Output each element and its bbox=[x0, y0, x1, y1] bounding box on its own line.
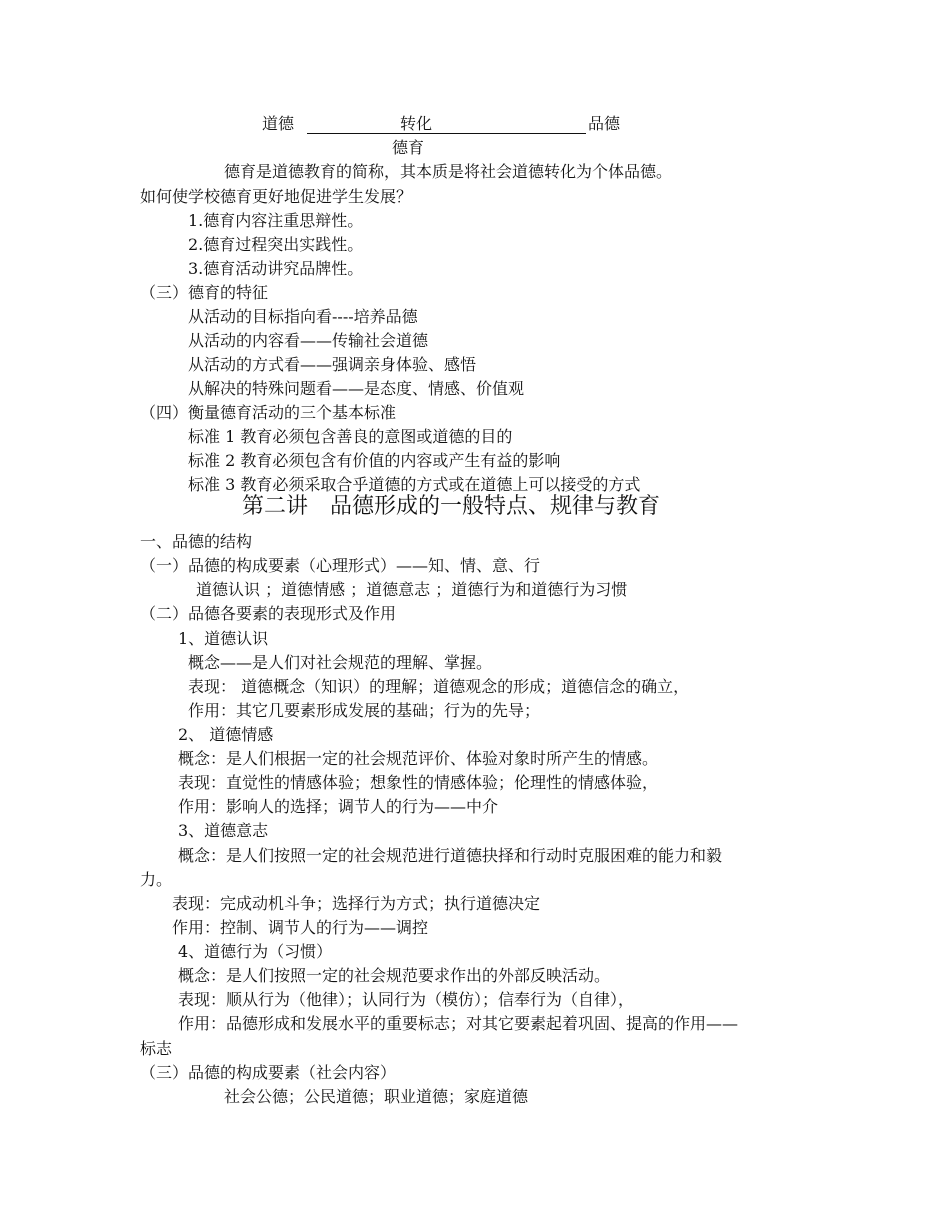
text-line: 作用：其它几要素形成发展的基础；行为的先导； bbox=[188, 701, 541, 720]
diagram-right-label: 品德 bbox=[588, 114, 621, 133]
text-line: 标准 2 教育必须包含有价值的内容或产生有益的影响 bbox=[188, 451, 561, 470]
section-heading: （三）品德的构成要素（社会内容） bbox=[140, 1063, 397, 1082]
text-line: 概念：是人们根据一定的社会规范评价、体验对象时所产生的情感。 bbox=[178, 749, 659, 768]
text-line: 标准 3 教育必须采取合乎道德的方式或在道德上可以接受的方式 bbox=[188, 475, 641, 494]
text-line: 道德认识 ；道德情感 ；道德意志 ；道德行为和道德行为习惯 bbox=[196, 580, 628, 599]
text-line: 概念：是人们按照一定的社会规范要求作出的外部反映活动。 bbox=[178, 966, 611, 985]
text-line: 3.德育活动讲究品牌性。 bbox=[188, 259, 364, 278]
diagram-left-label: 道德 bbox=[262, 114, 295, 133]
text-line: 标准 1 教育必须包含善良的意图或道德的目的 bbox=[188, 427, 513, 446]
text-line: 表现：完成动机斗争；选择行为方式；执行道德决定 bbox=[172, 894, 541, 913]
text-line: 从活动的内容看——传输社会道德 bbox=[188, 331, 429, 350]
text-line: 概念——是人们对社会规范的理解、掌握。 bbox=[188, 653, 493, 672]
section-heading: （三）德育的特征 bbox=[140, 283, 269, 302]
text-line: 社会公德；公民道德；职业道德；家庭道德 bbox=[224, 1087, 529, 1106]
text-line: 从活动的目标指向看----培养品德 bbox=[188, 307, 418, 326]
diagram-middle-label: 转化 bbox=[400, 114, 433, 133]
text-line: 从解决的特殊问题看——是态度、情感、价值观 bbox=[188, 379, 525, 398]
section-heading: （四）衡量德育活动的三个基本标准 bbox=[140, 403, 397, 422]
section-heading: （二）品德各要素的表现形式及作用 bbox=[140, 604, 397, 623]
text-line: 表现： 道德概念（知识）的理解；道德观念的形成；道德信念的确立， bbox=[188, 677, 690, 696]
section-heading: 一、品德的结构 bbox=[140, 532, 253, 551]
subsection-heading: 3、道德意志 bbox=[178, 821, 269, 840]
text-line: 从活动的方式看——强调亲身体验、感悟 bbox=[188, 355, 477, 374]
text-line: 作用：影响人的选择；调节人的行为——中介 bbox=[178, 797, 499, 816]
subsection-heading: 2、 道德情感 bbox=[178, 725, 274, 744]
text-line: 德育是道德教育的简称，其本质是将社会道德转化为个体品德。 bbox=[224, 162, 673, 181]
diagram-transform-line bbox=[307, 113, 586, 134]
text-line: 1.德育内容注重思辩性。 bbox=[188, 211, 364, 230]
text-line: 标志 bbox=[140, 1039, 173, 1058]
text-line: 表现：直觉性的情感体验；想象性的情感体验；伦理性的情感体验， bbox=[178, 773, 659, 792]
text-line: 表现：顺从行为（他律）；认同行为（模仿）；信奉行为（自律）， bbox=[178, 990, 635, 1009]
text-line: 如何使学校德育更好地促进学生发展？ bbox=[140, 187, 413, 206]
text-line: 作用：品德形成和发展水平的重要标志；对其它要素起着巩固、提高的作用—— bbox=[178, 1014, 739, 1033]
text-line: 力。 bbox=[140, 870, 173, 889]
subsection-heading: 1、道德认识 bbox=[178, 629, 269, 648]
text-line: 2.德育过程突出实践性。 bbox=[188, 235, 364, 254]
subsection-heading: 4、道德行为（习惯） bbox=[178, 942, 333, 961]
diagram-below-label: 德育 bbox=[392, 138, 425, 157]
text-line: 作用：控制、调节人的行为——调控 bbox=[172, 918, 429, 937]
lecture-title: 第二讲 品德形成的一般特点、规律与教育 bbox=[242, 494, 661, 519]
text-line: 概念：是人们按照一定的社会规范进行道德抉择和行动时克服困难的能力和毅 bbox=[178, 846, 723, 865]
section-heading: （一）品德的构成要素（心理形式）——知、情、意、行 bbox=[140, 556, 541, 575]
